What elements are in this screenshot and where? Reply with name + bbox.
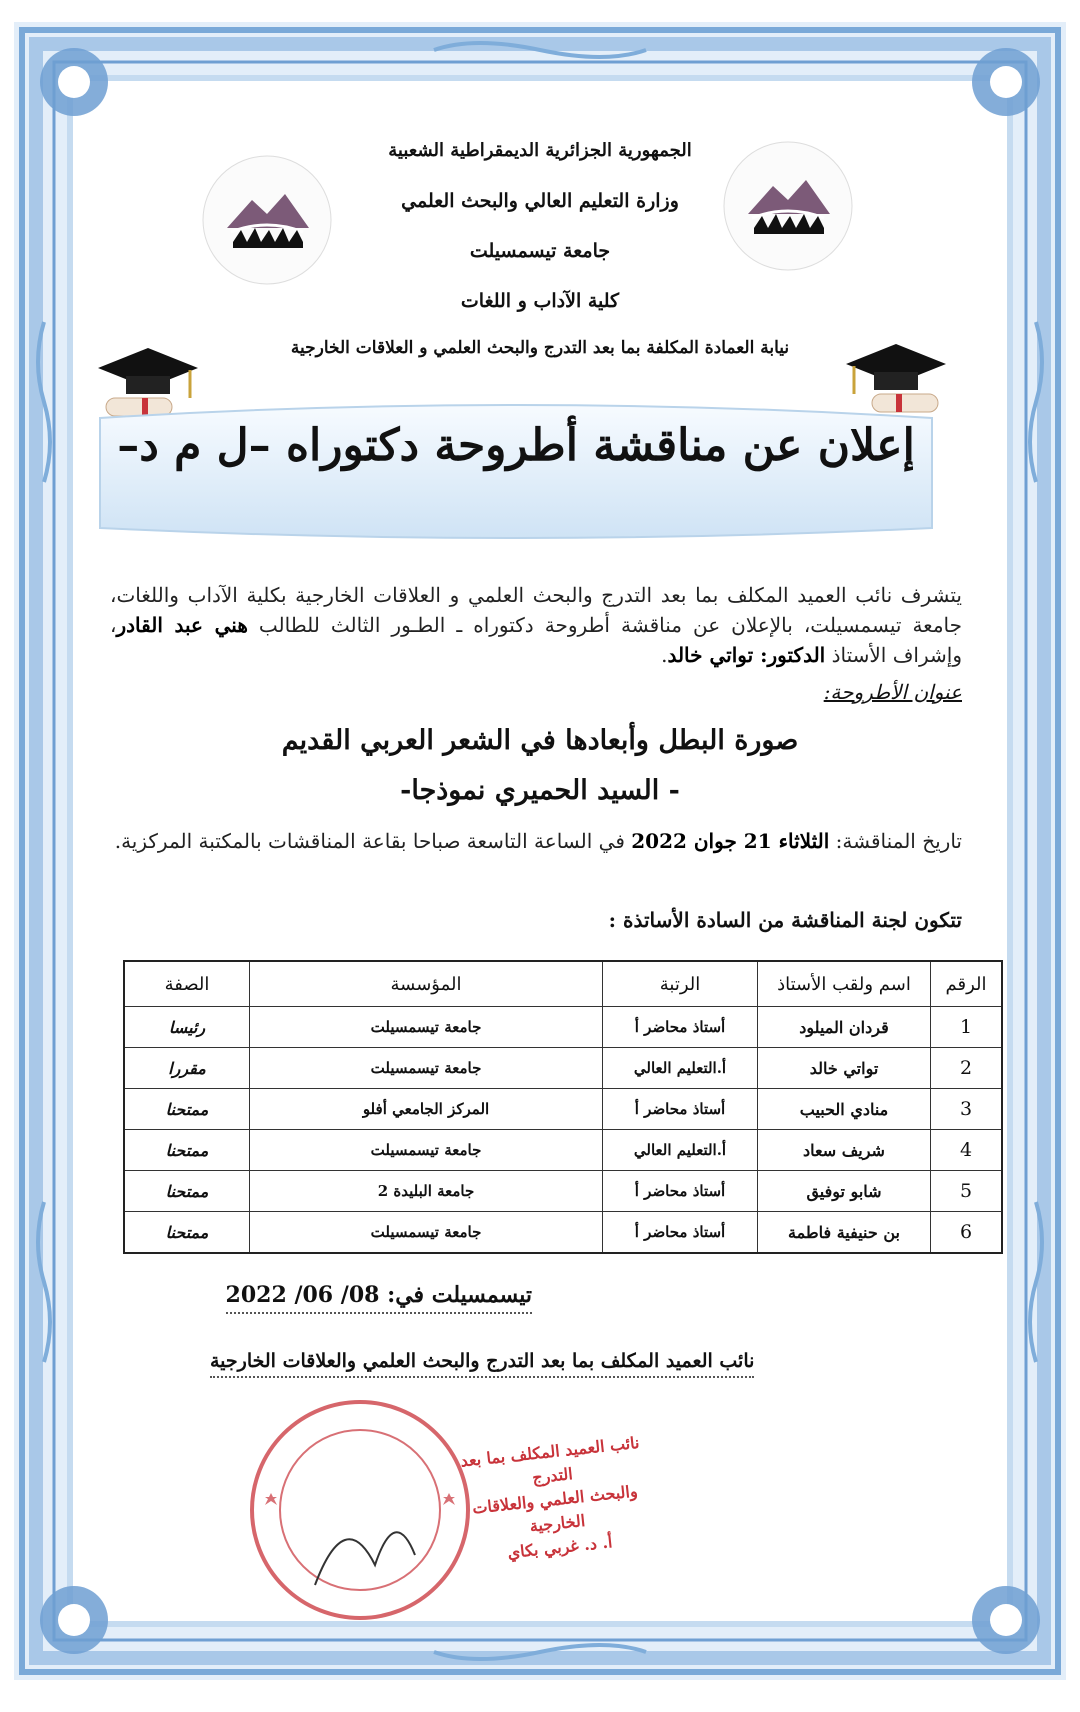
defense-location: في الساعة التاسعة صباحا بقاعة المناقشات بالمكتبة المركزية. bbox=[114, 829, 625, 853]
table-header-row bbox=[124, 961, 1002, 1007]
defense-info bbox=[110, 826, 962, 856]
row-rank: أستاذ محاضر أ bbox=[603, 1212, 758, 1254]
row-rank: أستاذ محاضر أ bbox=[603, 1007, 758, 1048]
stamp-line-2: والبحث العلمي والعلاقات الخارجية bbox=[471, 1481, 639, 1536]
supervisor-name: الدكتور: تواتي خالد bbox=[667, 643, 826, 667]
table-row bbox=[124, 1048, 1002, 1089]
row-role: ممتحنا bbox=[124, 1212, 250, 1254]
header-name: اسم ولقب الأستاذ bbox=[758, 961, 931, 1007]
stamp-line-1: نائب العميد المكلف بما بعد التدرج bbox=[459, 1432, 641, 1488]
announcement-paragraph bbox=[110, 580, 962, 670]
table-row bbox=[124, 1089, 1002, 1130]
row-number: 3 bbox=[931, 1089, 1003, 1130]
row-institution: جامعة تيسمسيلت bbox=[250, 1007, 603, 1048]
row-institution: جامعة تيسمسيلت bbox=[250, 1048, 603, 1089]
header-role: الصفة bbox=[124, 961, 250, 1007]
row-institution: جامعة البليدة 2 bbox=[250, 1171, 603, 1212]
faculty-name: كلية الآداب و اللغات bbox=[460, 290, 620, 312]
table-row bbox=[124, 1130, 1002, 1171]
university-logo-left bbox=[197, 150, 337, 290]
row-name: قردان الميلود bbox=[758, 1007, 931, 1048]
row-name: شريف سعاد bbox=[758, 1130, 931, 1171]
row-name: منادي الحبيب bbox=[758, 1089, 931, 1130]
defense-label: تاريخ المناقشة: bbox=[835, 829, 962, 853]
stamp-signer-name: أ. د. غربي بكاي bbox=[506, 1532, 614, 1563]
row-institution: المركز الجامعي أفلو bbox=[250, 1089, 603, 1130]
row-rank: أ.التعليم العالي bbox=[603, 1048, 758, 1089]
university-name: جامعة تيسمسيلت bbox=[469, 240, 611, 262]
table-row bbox=[124, 1212, 1002, 1254]
stamp-text bbox=[444, 1429, 665, 1570]
row-rank: أستاذ محاضر أ bbox=[603, 1171, 758, 1212]
row-role: ممتحنا bbox=[124, 1171, 250, 1212]
thesis-title-line2: - السيد الحميري نموذجا- bbox=[400, 775, 680, 806]
announcement-text: يتشرف نائب العميد المكلف بما بعد التدرج والبحث العلمي و العلاقات الخارجية بكلية الآداب واللغات، جامعة تيسمسيلت، بالإعلان عن مناقشة أطروحة دكتوراه ـ الطـور الثالث للطالب bbox=[110, 583, 962, 637]
signer-title: نائب العميد المكلف بما بعد التدرج والبحث العلمي والعلاقات الخارجية bbox=[210, 1350, 754, 1378]
announcement-text-3: . bbox=[661, 643, 668, 667]
place-and-date: تيسمسيلت في: 08/ 06/ 2022 bbox=[226, 1282, 532, 1314]
row-name: شابو توفيق bbox=[758, 1171, 931, 1212]
republic-title: الجمهورية الجزائرية الديمقراطية الشعبية bbox=[388, 140, 692, 161]
announcement-title: إعلان عن مناقشة أطروحة دكتوراه –ل م د– bbox=[117, 420, 915, 471]
row-institution: جامعة تيسمسيلت bbox=[250, 1130, 603, 1171]
ministry-title: وزارة التعليم العالي والبحث العلمي bbox=[401, 190, 679, 212]
row-role: ممتحنا bbox=[124, 1089, 250, 1130]
table-row bbox=[124, 1171, 1002, 1212]
row-number: 5 bbox=[931, 1171, 1003, 1212]
row-name: تواتي خالد bbox=[758, 1048, 931, 1089]
jury-table bbox=[123, 960, 1003, 1254]
row-role: رئيسا bbox=[124, 1007, 250, 1048]
official-seal bbox=[245, 1395, 475, 1625]
row-number: 1 bbox=[931, 1007, 1003, 1048]
table-row bbox=[124, 1007, 1002, 1048]
row-role: مقررا bbox=[124, 1048, 250, 1089]
row-number: 2 bbox=[931, 1048, 1003, 1089]
row-name: بن حنيفية فاطمة bbox=[758, 1212, 931, 1254]
header-institution: المؤسسة bbox=[250, 961, 603, 1007]
announcement-text-2: ، وإشراف الأستاذ bbox=[110, 613, 962, 667]
deanery-name: نيابة العمادة المكلفة بما بعد التدرج والبحث العلمي و العلاقات الخارجية bbox=[290, 338, 790, 358]
header-number: الرقم bbox=[931, 961, 1003, 1007]
row-institution: جامعة تيسمسيلت bbox=[250, 1212, 603, 1254]
row-role: ممتحنا bbox=[124, 1130, 250, 1171]
student-name: هني عبد القادر bbox=[116, 613, 248, 637]
defense-date: الثلاثاء 21 جوان 2022 bbox=[631, 829, 830, 853]
thesis-title-label: عنوان الأطروحة: bbox=[823, 680, 962, 704]
row-number: 4 bbox=[931, 1130, 1003, 1171]
committee-label: تتكون لجنة المناقشة من السادة الأساتذة : bbox=[608, 908, 962, 932]
row-rank: أستاذ محاضر أ bbox=[603, 1089, 758, 1130]
header-rank: الرتبة bbox=[603, 961, 758, 1007]
row-number: 6 bbox=[931, 1212, 1003, 1254]
thesis-title-line1: صورة البطل وأبعادها في الشعر العربي القديم bbox=[281, 725, 799, 756]
row-rank: أ.التعليم العالي bbox=[603, 1130, 758, 1171]
